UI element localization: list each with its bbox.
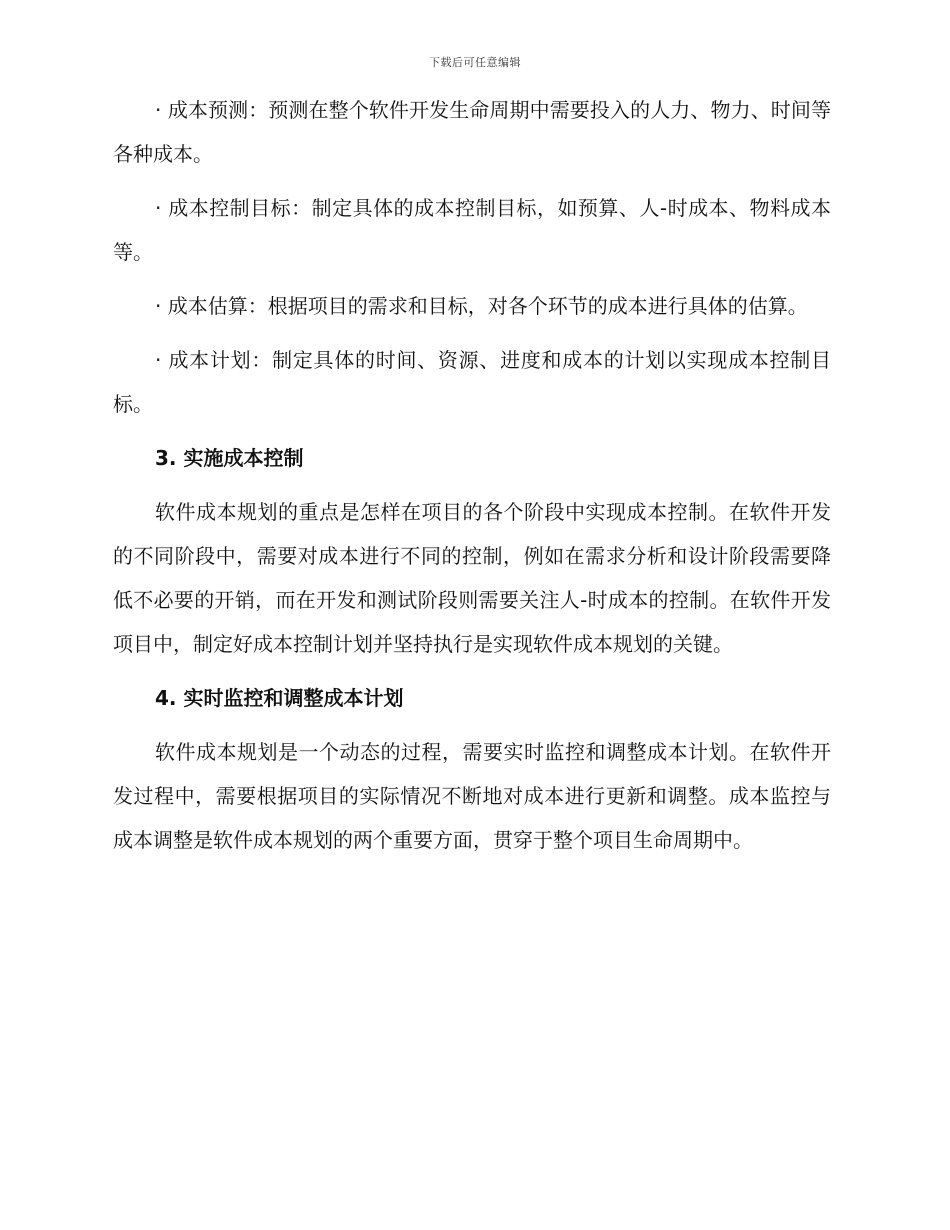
page-header: 下载后可任意编辑: [429, 56, 521, 69]
section-heading-4: 4. 实时监控和调整成本计划: [155, 686, 404, 710]
bullet-cost-plan: · 成本计划：制定具体的时间、资源、进度和成本的计划以实现成本控制目标。: [113, 348, 831, 416]
section-paragraph-4: 软件成本规划是一个动态的过程，需要实时监控和调整成本计划。在软件开发过程中，需要根据项目的实际情况不断地对成本进行更新和调整。成本监控与成本调整是软件成本规划的两个重要方面，贯穿于整个项目生命周期中。: [113, 740, 831, 852]
bullet-cost-control-target: · 成本控制目标：制定具体的成本控制目标，如预算、人-时成本、物料成本等。: [113, 196, 831, 264]
document-body: [113, 88, 831, 872]
bullet-cost-estimate: · 成本估算：根据项目的需求和目标，对各个环节的成本进行具体的估算。: [155, 294, 808, 318]
section-heading-3: 3. 实施成本控制: [155, 446, 304, 470]
section-paragraph-3: 软件成本规划的重点是怎样在项目的各个阶段中实现成本控制。在软件开发的不同阶段中，需要对成本进行不同的控制，例如在需求分析和设计阶段需要降低不必要的开销，而在开发和测试阶段则需要关注人-时成本的控制。在软件开发项目中，制定好成本控制计划并坚持执行是实现软件成本规划的关键。: [113, 500, 831, 656]
bullet-cost-forecast: · 成本预测：预测在整个软件开发生命周期中需要投入的人力、物力、时间等各种成本。: [113, 98, 831, 166]
